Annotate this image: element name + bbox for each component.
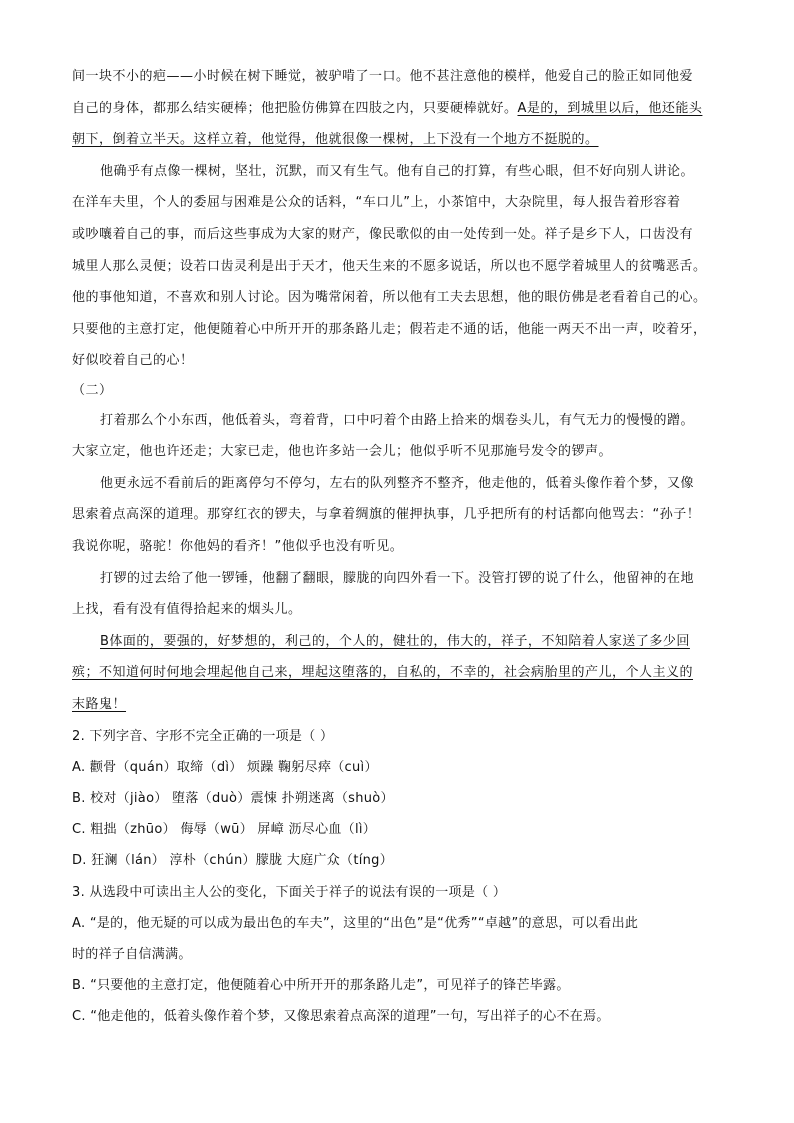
question-3-option-b: B. “只要他的主意打定，他便随着心中所开开的那条路儿走”，可见祥子的锋芒毕露。 <box>72 978 570 993</box>
question-2-option-d: D. 狂澜（lán） 淳朴（chún）朦胧 大庭广众（tíng） <box>72 853 394 868</box>
passage-line: 在洋车夫里，个人的委屈与困难是公众的话料，“车口儿”上，小茶馆中，大杂院里，每人报告着形容着 <box>72 195 681 210</box>
underlined-sentence-a: 朝下，倒着立半天。这样立着，他觉得，他就很像一棵树，上下没有一个地方不挺脱的。 <box>72 132 599 147</box>
passage-line <box>72 100 724 118</box>
question-2-option-b: B. 校对（jiào） 堕落（duò）震悚 扑朔迷离（shuò） <box>72 791 394 806</box>
passage-line: 只要他的主意打定，他便随着心中所开开的那条路儿走；假若走不通的话，他能一两天不出一声，咬着牙， <box>72 322 707 337</box>
question-3-option-c: C. “他走他的，低着头像作着个梦，又像思索着点高深的道理”一句，写出祥子的心不在焉。 <box>72 1009 610 1024</box>
passage-line: 他的事他知道，不喜欢和别人讨论。因为嘴常闲着，所以他有工夫去思想，他的眼仿佛是老看着自己的心。 <box>72 290 707 305</box>
underlined-sentence-b: 末路鬼！ <box>72 697 127 712</box>
passage-line: 间一块不小的疤——小时候在树下睡觉，被驴啃了一口。他不甚注意他的模样，他爱自己的脸正如同他爱 <box>72 69 694 84</box>
passage-line: 上找，看有没有值得拾起来的烟头儿。 <box>72 602 302 617</box>
question-2-option-a: A. 颧骨（quán）取缔（dì） 烦躁 鞠躬尽瘁（cuì） <box>72 760 378 775</box>
passage-line <box>72 131 724 149</box>
question-3-option-a: A. “是的，他无疑的可以成为最出色的车夫”，这里的“出色”是“优秀”“卓越”的意思，可以看出此 <box>72 916 639 931</box>
question-2-option-c: C. 粗拙（zhūo） 侮辱（wū） 屏嶂 沥尽心血（lì） <box>72 822 377 837</box>
passage-line: 大家立定，他也许还走；大家已走，他也许多站一会儿；他似乎听不见那施号发令的锣声。 <box>72 444 613 459</box>
passage-line: 好似咬着自己的心！ <box>72 353 194 368</box>
passage-line: 思索着点高深的道理。那穿红衣的锣夫，与拿着绸旗的催押执事，几乎把所有的村话都向他骂去：“孙子！ <box>72 507 701 522</box>
passage-text: 自己的身体，都那么结实硬棒；他把脸仿佛算在四肢之内，只要硬棒就好。 <box>72 101 518 116</box>
question-3-stem: 3. 从选段中可读出主人公的变化，下面关于祥子的说法有误的一项是（ ） <box>72 885 507 900</box>
passage-line: 城里人那么灵便；设若口齿灵利是出于天才，他天生来的不愿多说话，所以也不愿学着城里人的贫嘴恶舌。 <box>72 259 707 274</box>
question-3-option-a-cont: 时的祥子自信满满。 <box>72 947 192 962</box>
question-2-stem: 2. 下列字音、字形不完全正确的一项是（ ） <box>72 729 334 744</box>
passage-line: 打着那么个小东西，他低着头，弯着背，口中叼着个由路上拾来的烟卷头儿，有气无力的慢慢的蹭。 <box>100 413 695 428</box>
passage-line: 我说你呢，骆驼！你他妈的看齐！”他似乎也没有听见。 <box>72 539 404 554</box>
passage-line: 他更永远不看前后的距离停匀不停匀，左右的队列整齐不整齐，他走他的，低着头像作着个梦，又像 <box>100 476 695 491</box>
underlined-sentence-b: B体面的，要强的，好梦想的，利己的，个人的，健壮的，伟大的，祥子，不知陪着人家送了多少回 <box>100 634 690 649</box>
passage-line: 打锣的过去给了他一锣锤，他翻了翻眼，朦胧的向四外看一下。没管打锣的说了什么，他留神的在地 <box>100 571 695 586</box>
passage-line: 他确乎有点像一棵树，坚壮，沉默，而又有生气。他有自己的打算，有些心眼，但不好向别人讲论。 <box>100 164 695 179</box>
section-heading: （二） <box>72 383 113 398</box>
underlined-sentence-a: A是的，到城里以后，他还能头 <box>517 101 703 116</box>
passage-line: 或吵嚷着自己的事，而后这些事成为大家的财产，像民歌似的由一处传到一处。祥子是乡下人，口齿没有 <box>72 227 694 242</box>
underlined-sentence-b: 殡；不知道何时何地会埋起他自己来，埋起这堕落的，自私的，不幸的，社会病胎里的产儿，个人主义的 <box>72 665 694 680</box>
